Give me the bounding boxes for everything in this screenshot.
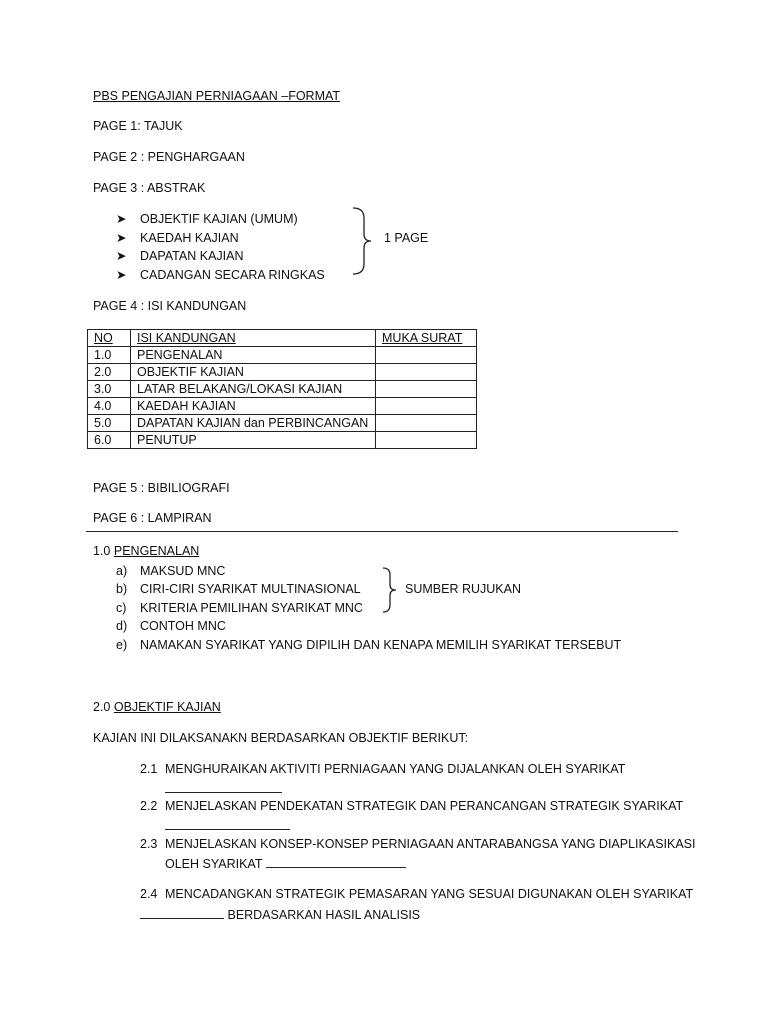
arrow-bullet-icon: ➤ [116, 249, 127, 263]
objektif-title: OBJEKTIF KAJIAN [113, 700, 221, 714]
list-marker: a) [116, 564, 128, 578]
arrow-bullet-icon: ➤ [116, 268, 127, 282]
header-muka-surat: MUKA SURAT [376, 330, 477, 347]
table-row [88, 398, 477, 415]
cell-muka-surat [376, 364, 477, 381]
fill-in-blank [165, 780, 282, 793]
cell-no: 2.0 [88, 364, 131, 381]
abstrak-item: KAEDAH KAJIAN [140, 231, 239, 245]
cell-isi: OBJEKTIF KAJIAN [131, 364, 376, 381]
table-row [88, 347, 477, 364]
cell-no: 1.0 [88, 347, 131, 364]
list-item: CONTOH MNC [140, 619, 226, 633]
cell-muka-surat [376, 432, 477, 449]
fill-in-blank [140, 906, 224, 919]
objektif-text: MENJELASKAN PENDEKATAN STRATEGIK DAN PERANCANGAN STRATEGIK SYARIKAT [165, 799, 684, 813]
abstrak-item: OBJEKTIF KAJIAN (UMUM) [140, 212, 298, 226]
list-marker: b) [116, 582, 128, 596]
pengenalan-title: PENGENALAN [113, 544, 200, 558]
cell-no: 5.0 [88, 415, 131, 432]
objektif-heading [93, 699, 221, 715]
list-item: NAMAKAN SYARIKAT YANG DIPILIH DAN KENAPA MEMILIH SYARIKAT TERSEBUT [140, 638, 622, 652]
arrow-bullet-icon: ➤ [116, 212, 127, 226]
header-isi: ISI KANDUNGAN [131, 330, 376, 347]
page-6-line: PAGE 6 : LAMPIRAN [93, 511, 212, 525]
cell-muka-surat [376, 381, 477, 398]
list-marker: d) [116, 619, 128, 633]
cell-isi: KAEDAH KAJIAN [131, 398, 376, 415]
cell-no: 4.0 [88, 398, 131, 415]
arrow-bullet-icon: ➤ [116, 231, 127, 245]
fill-in-blank [165, 817, 290, 830]
right-brace-icon [350, 206, 374, 276]
cell-no: 3.0 [88, 381, 131, 398]
list-item: KRITERIA PEMILIHAN SYARIKAT MNC [140, 601, 363, 615]
page-2-line: PAGE 2 : PENGHARGAAN [93, 150, 245, 164]
table-row [88, 415, 477, 432]
page-4-line: PAGE 4 : ISI KANDUNGAN [93, 299, 247, 313]
page-3-line: PAGE 3 : ABSTRAK [93, 181, 206, 195]
objektif-line2 [165, 780, 282, 797]
objektif-line2: BERDASARKAN HASIL ANALISIS [140, 906, 420, 923]
document-title: PBS PENGAJIAN PERNIAGAAN –FORMAT [93, 89, 341, 103]
abstrak-item: CADANGAN SECARA RINGKAS [140, 268, 325, 282]
objektif-number: 2.0 [93, 700, 111, 714]
cell-muka-surat [376, 398, 477, 415]
table-row [88, 364, 477, 381]
objektif-number: 2.1 [140, 762, 158, 776]
cell-isi: PENGENALAN [131, 347, 376, 364]
page-1-line: PAGE 1: TAJUK [93, 119, 183, 133]
list-marker: e) [116, 638, 128, 652]
objektif-text: MENCADANGKAN STRATEGIK PEMASARAN YANG SESUAI DIGUNAKAN OLEH SYARIKAT [165, 887, 694, 901]
section-divider [86, 531, 678, 532]
header-no: NO [88, 330, 131, 347]
pengenalan-number: 1.0 [93, 544, 111, 558]
list-item: MAKSUD MNC [140, 564, 226, 578]
objektif-number: 2.2 [140, 799, 158, 813]
abstrak-item: DAPATAN KAJIAN [140, 249, 244, 263]
list-item: CIRI-CIRI SYARIKAT MULTINASIONAL [140, 582, 361, 596]
cell-isi: DAPATAN KAJIAN dan PERBINCANGAN [131, 415, 376, 432]
table-header-row [88, 330, 477, 347]
sumber-rujukan-label: SUMBER RUJUKAN [405, 582, 521, 596]
right-brace-icon [380, 566, 400, 614]
table-row [88, 432, 477, 449]
objektif-text: MENJELASKAN KONSEP-KONSEP PERNIAGAAN ANTARABANGSA YANG DIAPLIKASIKASI [165, 837, 696, 851]
objektif-line2: OLEH SYARIKAT [165, 855, 406, 872]
abstrak-brace-label: 1 PAGE [384, 231, 429, 245]
fill-in-blank [266, 855, 406, 868]
cell-isi: LATAR BELAKANG/LOKASI KAJIAN [131, 381, 376, 398]
cell-isi: PENUTUP [131, 432, 376, 449]
cell-muka-surat [376, 347, 477, 364]
objektif-number: 2.4 [140, 887, 158, 901]
table-row [88, 381, 477, 398]
page-5-line: PAGE 5 : BIBILIOGRAFI [93, 481, 230, 495]
objektif-intro: KAJIAN INI DILAKSANAKN BERDASARKAN OBJEKTIF BERIKUT: [93, 731, 469, 745]
cell-no: 6.0 [88, 432, 131, 449]
cell-muka-surat [376, 415, 477, 432]
list-marker: c) [116, 601, 127, 615]
objektif-line2 [165, 817, 290, 834]
contents-table [87, 329, 477, 449]
objektif-number: 2.3 [140, 837, 158, 851]
pengenalan-heading [93, 543, 199, 559]
objektif-text: MENGHURAIKAN AKTIVITI PERNIAGAAN YANG DIJALANKAN OLEH SYARIKAT [165, 762, 626, 776]
